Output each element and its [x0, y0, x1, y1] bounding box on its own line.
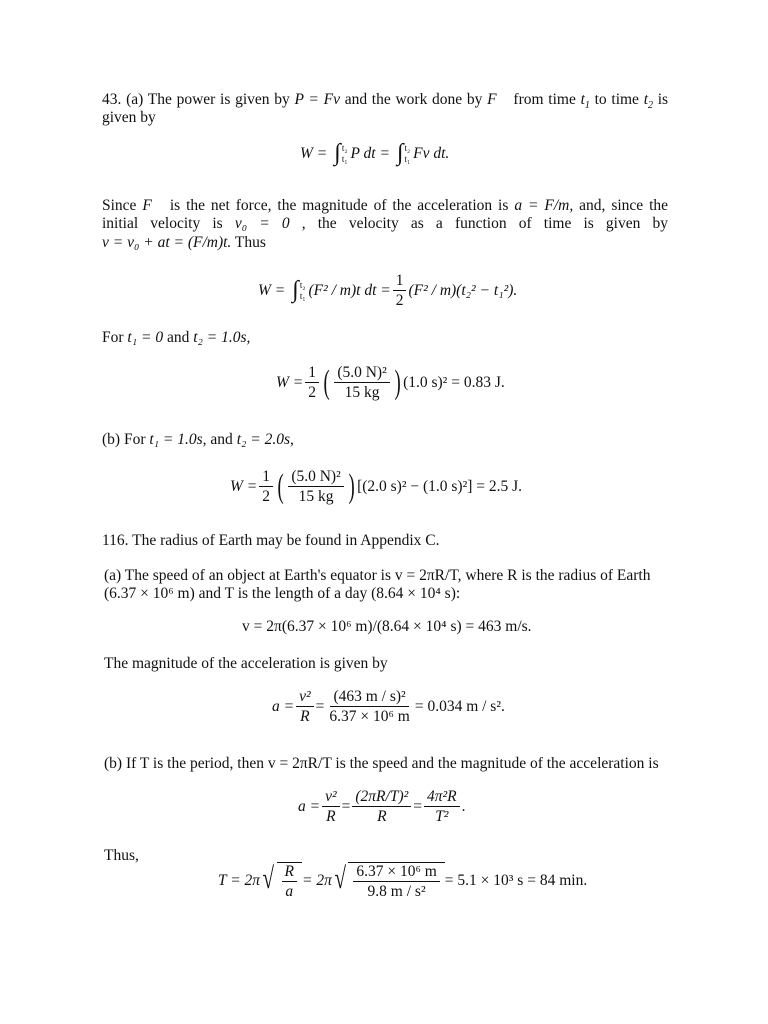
eq-part: = 0.034 m / s². [414, 697, 505, 715]
text: (a) The power is given by [126, 91, 290, 108]
half-fraction: $\frac{1}{2}$ [393, 272, 407, 309]
force-vector: F⃗ [142, 197, 164, 214]
eq-part: W = [300, 144, 328, 162]
p43-line2: given by [102, 109, 156, 126]
numeric-fraction: $\frac{\text{(5.0 N)²}}{15 kg}$ [288, 468, 343, 505]
text: is [657, 91, 669, 108]
inline-eq: t₂ = 2.0s, [236, 431, 294, 448]
p43-since-line2 [102, 214, 668, 233]
problem-number: 43. [102, 91, 122, 108]
text: and, since the [579, 197, 669, 214]
p43-line1 [102, 90, 669, 112]
eq-work-integral: W = ∫ t₂ t₁ P dt = ∫ t₂ t₁ Fv dt. [300, 140, 450, 166]
eq-work-a: W = $\frac{1}{2}$ ( $\frac{\text{(5.0 N)²}}{15 kg}$ ) (1.0 s)² = 0.83 J. [276, 363, 505, 401]
eq-work-b: W = $\frac{1}{2}$ ( $\frac{\text{(5.0 N)²}}{15 kg}$ ) [(2.0 s)² − (1.0 s)²] = 2.5 J. [230, 467, 523, 505]
eq-part: a = [272, 697, 295, 715]
eq-speed: v = 2π(6.37 × 10⁶ m)/(8.64 × 10⁴ s) = 463 m/s. [242, 618, 532, 635]
text: from time [513, 91, 576, 108]
eq-part: P dt = [350, 144, 390, 162]
eq-part: Fv dt. [413, 144, 450, 162]
text: , the velocity as a function of time is given by [301, 215, 669, 232]
t2-symbol: $t_2$ [643, 91, 653, 112]
p116-a-line1: (a) The speed of an object at Earth's equator is v = 2πR/T, where R is the radius of Earth [104, 567, 651, 584]
text: For [102, 329, 124, 346]
eq-part: (F² / m)t dt = [308, 281, 391, 299]
text: Thus [234, 234, 266, 251]
eq-part: W = [230, 477, 258, 495]
t1-symbol: $t_1$ [580, 91, 590, 112]
text: and [210, 431, 233, 448]
inline-eq: a = F/m, [514, 197, 574, 214]
eq-part: T = 2π [218, 872, 261, 889]
eq-part: [(2.0 s)² − (1.0 s)²] = 2.5 J. [357, 477, 523, 495]
inline-eq: t₁ = 0 [127, 329, 164, 346]
eq-part: = 2π [302, 872, 332, 889]
text: and the work done by [344, 91, 483, 108]
eq-period: T = 2π √ $\frac{R}{a}$ = 2π √ $\frac{\text{6.37 × 10⁶ m}}{\text{9.8 m / s²}}$ = 5.1 × 10³ s = 84 min. [218, 862, 588, 900]
eq-part: = 5.1 × 10³ s = 84 min. [444, 872, 588, 889]
text: is the net force, the magnitude of the acceleration is [169, 197, 509, 214]
inline-eq: v = v₀ + at = (F/m)t. [102, 234, 232, 251]
text: Since [102, 197, 137, 214]
eq-part: W = [258, 281, 286, 299]
eq-work-formula: W = ∫ t₂ t₁ (F² / m)t dt = $\frac{1}{2}$ (F² / m)(t₂² − t₁²). [258, 272, 518, 309]
inline-eq: t₂ = 1.0s, [193, 329, 251, 346]
text: initial velocity is [102, 215, 223, 232]
inline-eq: P = Fv [294, 91, 340, 108]
p116-mag-line: The magnitude of the acceleration is given by [104, 655, 388, 672]
p43-since-line3 [102, 233, 668, 252]
inline-eq: v₀ = 0 [234, 215, 290, 232]
eq-part: a = [298, 797, 321, 815]
p43-for-line [102, 328, 668, 347]
text: (b) For [102, 431, 146, 448]
p116-intro: 116. The radius of Earth may be found in Appendix C. [102, 532, 440, 549]
p116-b-line: (b) If T is the period, then v = 2πR/T is the speed and the magnitude of the acceleration is [104, 755, 659, 772]
numeric-fraction: $\frac{\text{(5.0 N)²}}{15 kg}$ [334, 364, 389, 401]
inline-eq: t₁ = 1.0s, [149, 431, 207, 448]
eq-accel-a: a = $\frac{\text{v²}}{R}$ = $\frac{\text{(463 m / s)²}}{\text{6.37 × 10⁶ m}}$ = 0.034 m / s². [272, 688, 505, 725]
eq-part: (1.0 s)² = 0.83 J. [403, 373, 505, 391]
text: and [166, 329, 190, 346]
force-vector: F⃗ [487, 91, 509, 108]
p43-since-line1 [102, 196, 668, 215]
eq-part: W = [276, 373, 304, 391]
p116-a-line2: (6.37 × 10⁶ m) and T is the length of a day (8.64 × 10⁴ s): [104, 585, 461, 602]
eq-accel-b: a = $\frac{\text{v²}}{R}$ = $\frac{\text{(2πR/T)²}}{R}$ = $\frac{\text{4π²R}}{\text{T²}}$ . [298, 788, 466, 825]
p116-thus: Thus, [104, 847, 139, 864]
text: to time [594, 91, 639, 108]
p43-b-line [102, 430, 668, 449]
eq-part: (F² / m)(t₂² − t₁²). [408, 281, 518, 299]
